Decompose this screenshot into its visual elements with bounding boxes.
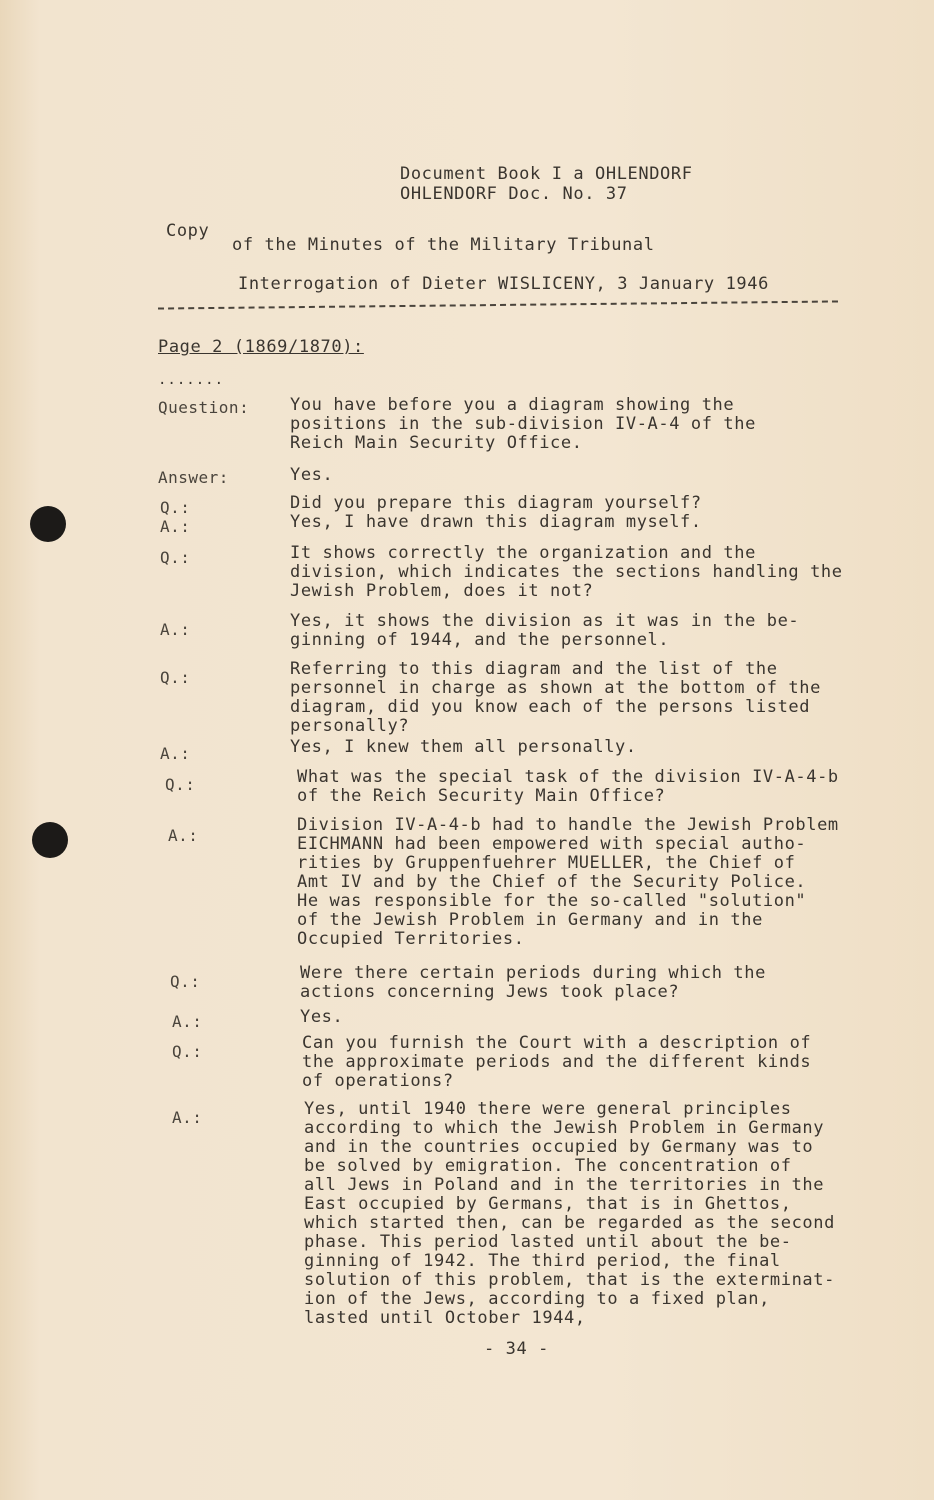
text-line: ginning of 1944, and the personnel. xyxy=(290,630,670,650)
qa-text xyxy=(297,768,907,806)
text-line: You have before you a diagram showing the xyxy=(290,395,735,415)
text-line: ion of the Jews, according to a fixed plan, xyxy=(304,1289,770,1309)
text-line: diagram, did you know each of the persons listed xyxy=(290,697,811,717)
text-line: lasted until October 1944, xyxy=(304,1308,586,1328)
text-line: What was the special task of the division IV-A-4-b xyxy=(297,767,839,787)
qa-text xyxy=(300,964,910,1002)
qa-label: A.: xyxy=(172,1108,203,1127)
text-line: Yes, I knew them all personally. xyxy=(290,737,637,757)
text-line: personnel in charge as shown at the bottom of the xyxy=(290,678,821,698)
text-line: which started then, can be regarded as the second xyxy=(304,1213,835,1233)
qa-text xyxy=(302,1034,912,1091)
text-line: Occupied Territories. xyxy=(297,929,525,949)
text-line: Yes. xyxy=(300,1007,344,1027)
text-line: rities by Gruppenfuehrer MUELLER, the Chief of xyxy=(297,853,796,873)
text-line: Yes, I have drawn this diagram myself. xyxy=(290,512,702,532)
qa-text xyxy=(300,1008,910,1027)
text-line: He was responsible for the so-called "solution" xyxy=(297,891,807,911)
text-line: Jewish Problem, does it not? xyxy=(290,581,594,601)
qa-label: A.: xyxy=(172,1012,203,1031)
text-line: Reich Main Security Office. xyxy=(290,433,583,453)
header-line-2: OHLENDORF Doc. No. 37 xyxy=(400,184,628,204)
text-line: solution of this problem, that is the exterminat- xyxy=(304,1270,835,1290)
text-line: It shows correctly the organization and the xyxy=(290,543,756,563)
text-line: Referring to this diagram and the list of the xyxy=(290,659,778,679)
qa-text xyxy=(290,660,900,736)
text-line: be solved by emigration. The concentration of xyxy=(304,1156,792,1176)
text-line: division, which indicates the sections handling the xyxy=(290,562,843,582)
text-line: Can you furnish the Court with a description of xyxy=(302,1033,812,1053)
text-line: of the Reich Security Main Office? xyxy=(297,786,666,806)
page-number: - 34 - xyxy=(484,1339,550,1359)
text-line: according to which the Jewish Problem in Germany xyxy=(304,1118,825,1138)
header-line-1: Document Book I a OHLENDORF xyxy=(400,164,693,184)
qa-label: Answer: xyxy=(158,468,229,487)
text-line: positions in the sub-division IV-A-4 of the xyxy=(290,414,756,434)
qa-label: Q.: xyxy=(172,1042,203,1061)
qa-label: Q.: xyxy=(160,548,191,567)
text-line: Did you prepare this diagram yourself? xyxy=(290,493,702,513)
text-line: Yes, until 1940 there were general principles xyxy=(304,1099,792,1119)
qa-label: A.: xyxy=(160,744,191,763)
text-line: of the Jewish Problem in Germany and in the xyxy=(297,910,763,930)
qa-text xyxy=(304,1100,914,1328)
qa-text xyxy=(290,466,900,485)
qa-text xyxy=(290,544,900,601)
separator-line xyxy=(158,300,838,309)
text-line: personally? xyxy=(290,716,410,736)
text-line: ginning of 1942. The third period, the final xyxy=(304,1251,781,1271)
copy-label: Copy xyxy=(166,221,210,241)
text-line: Yes, it shows the division as it was in the be- xyxy=(290,611,800,631)
qa-text xyxy=(290,494,900,513)
punch-hole-top xyxy=(30,506,66,542)
text-line: Division IV-A-4-b had to handle the Jewish Problem xyxy=(297,815,839,835)
text-line: EICHMANN had been empowered with special autho- xyxy=(297,834,807,854)
qa-text xyxy=(290,738,900,757)
qa-label: A.: xyxy=(168,826,199,845)
text-line: Were there certain periods during which the xyxy=(300,963,766,983)
document-subtitle: Interrogation of Dieter WISLICENY, 3 January 1946 xyxy=(238,274,769,294)
qa-label: A.: xyxy=(160,517,191,536)
qa-label: A.: xyxy=(160,620,191,639)
text-line: phase. This period lasted until about the be- xyxy=(304,1232,792,1252)
punch-hole-bottom xyxy=(32,822,68,858)
text-line: Yes. xyxy=(290,465,334,485)
text-line: of operations? xyxy=(302,1071,454,1091)
qa-label: Question: xyxy=(158,398,250,417)
page-reference: Page 2 (1869/1870): xyxy=(158,337,364,357)
ellipsis: ....... xyxy=(158,372,225,388)
document-title: of the Minutes of the Military Tribunal xyxy=(232,235,655,255)
qa-label: Q.: xyxy=(170,972,201,991)
text-line: all Jews in Poland and in the territories in the xyxy=(304,1175,825,1195)
qa-text xyxy=(290,612,900,650)
qa-label: Q.: xyxy=(165,775,196,794)
qa-label: Q.: xyxy=(160,498,191,517)
qa-text xyxy=(290,396,900,453)
qa-text xyxy=(297,816,907,949)
qa-label: Q.: xyxy=(160,668,191,687)
qa-text xyxy=(290,513,900,532)
text-line: Amt IV and by the Chief of the Security Police. xyxy=(297,872,807,892)
text-line: the approximate periods and the different kinds xyxy=(302,1052,812,1072)
text-line: and in the countries occupied by Germany was to xyxy=(304,1137,814,1157)
text-line: East occupied by Germans, that is in Ghettos, xyxy=(304,1194,792,1214)
text-line: actions concerning Jews took place? xyxy=(300,982,680,1002)
